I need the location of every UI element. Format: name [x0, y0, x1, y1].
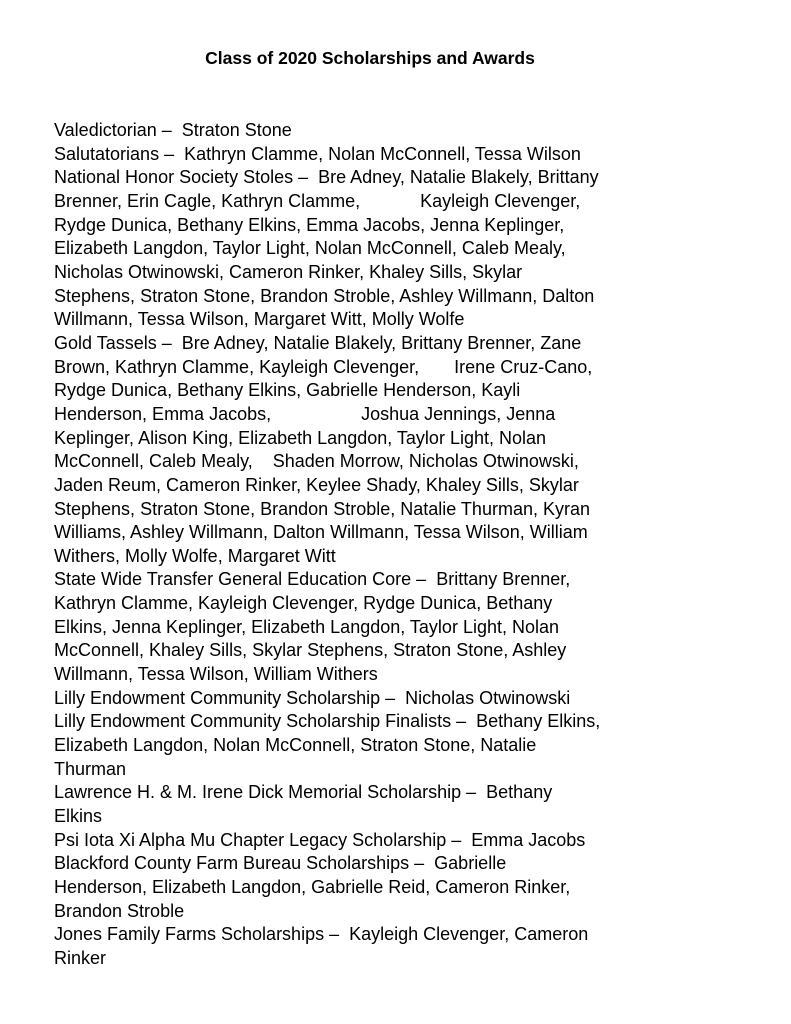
text-line: Brown, Kathryn Clamme, Kayleigh Clevenger, Irene Cruz-Cano,: [54, 356, 593, 377]
text-line: Willmann, Tessa Wilson, Margaret Witt, Molly Wolfe: [54, 309, 465, 330]
text-line: Williams, Ashley Willmann, Dalton Willmann, Tessa Wilson, William: [54, 522, 588, 543]
text-line: McConnell, Caleb Mealy, Shaden Morrow, Nicholas Otwinowski,: [54, 451, 579, 472]
text-line: Henderson, Elizabeth Langdon, Gabrielle Reid, Cameron Rinker,: [54, 877, 571, 897]
text-line: Jaden Reum, Cameron Rinker, Keylee Shady, Khaley Sills, Skylar: [54, 474, 579, 495]
text-line: Rydge Dunica, Bethany Elkins, Gabrielle Henderson, Kayli: [54, 380, 521, 401]
text-line: Stephens, Straton Stone, Brandon Stroble, Natalie Thurman, Kyran: [54, 498, 590, 519]
text-line: McConnell, Khaley Sills, Skylar Stephens, Straton Stone, Ashley: [54, 640, 567, 661]
text-line: Lawrence H. & M. Irene Dick Memorial Scholarship – Bethany: [54, 782, 553, 803]
text-line: Elizabeth Langdon, Taylor Light, Nolan McConnell, Caleb Mealy,: [54, 238, 566, 259]
text-line: Jones Family Farms Scholarships – Kayleigh Clevenger, Cameron: [54, 924, 589, 945]
text-line: Lilly Endowment Community Scholarship Finalists – Bethany Elkins,: [54, 711, 601, 732]
text-line: Lilly Endowment Community Scholarship – Nicholas Otwinowski: [54, 687, 571, 708]
text-line: State Wide Transfer General Education Core – Brittany Brenner,: [54, 569, 571, 590]
text-line: Willmann, Tessa Wilson, William Withers: [54, 664, 378, 685]
text-line: Rydge Dunica, Bethany Elkins, Emma Jacobs, Jenna Keplinger,: [54, 214, 565, 235]
text-line: Blackford County Farm Bureau Scholarships – Gabrielle: [54, 853, 507, 874]
text-line: Brandon Stroble: [54, 900, 185, 921]
text-line: Elkins, Jenna Keplinger, Elizabeth Langdon, Taylor Light, Nolan: [54, 616, 560, 637]
text-line: Kathryn Clamme, Kayleigh Clevenger, Rydge Dunica, Bethany: [54, 593, 553, 614]
text-line: Psi Iota Xi Alpha Mu Chapter Legacy Scholarship – Emma Jacobs: [54, 829, 586, 850]
text-line: Valedictorian – Straton Stone: [54, 120, 292, 140]
document-title: Class of 2020 Scholarships and Awards: [205, 48, 535, 68]
text-line: Elizabeth Langdon, Nolan McConnell, Straton Stone, Natalie: [54, 735, 537, 756]
text-line: Stephens, Straton Stone, Brandon Stroble, Ashley Willmann, Dalton: [54, 285, 595, 306]
text-line: Rinker: [54, 947, 107, 968]
text-line: Elkins: [54, 806, 103, 827]
text-line: Nicholas Otwinowski, Cameron Rinker, Khaley Sills, Skylar: [54, 261, 523, 282]
text-line: Salutatorians – Kathryn Clamme, Nolan McConnell, Tessa Wilson: [54, 143, 581, 164]
text-line: Henderson, Emma Jacobs, Joshua Jennings, Jenna: [54, 403, 556, 424]
text-line: Thurman: [54, 758, 127, 779]
text-line: Keplinger, Alison King, Elizabeth Langdon, Taylor Light, Nolan: [54, 427, 547, 448]
text-line: Brenner, Erin Cagle, Kathryn Clamme, Kayleigh Clevenger,: [54, 190, 581, 211]
text-line: Gold Tassels – Bre Adney, Natalie Blakely, Brittany Brenner, Zane: [54, 332, 582, 353]
text-line: National Honor Society Stoles – Bre Adney, Natalie Blakely, Brittany: [54, 167, 599, 188]
text-line: Withers, Molly Wolfe, Margaret Witt: [54, 545, 336, 566]
awards-list: [54, 119, 754, 971]
